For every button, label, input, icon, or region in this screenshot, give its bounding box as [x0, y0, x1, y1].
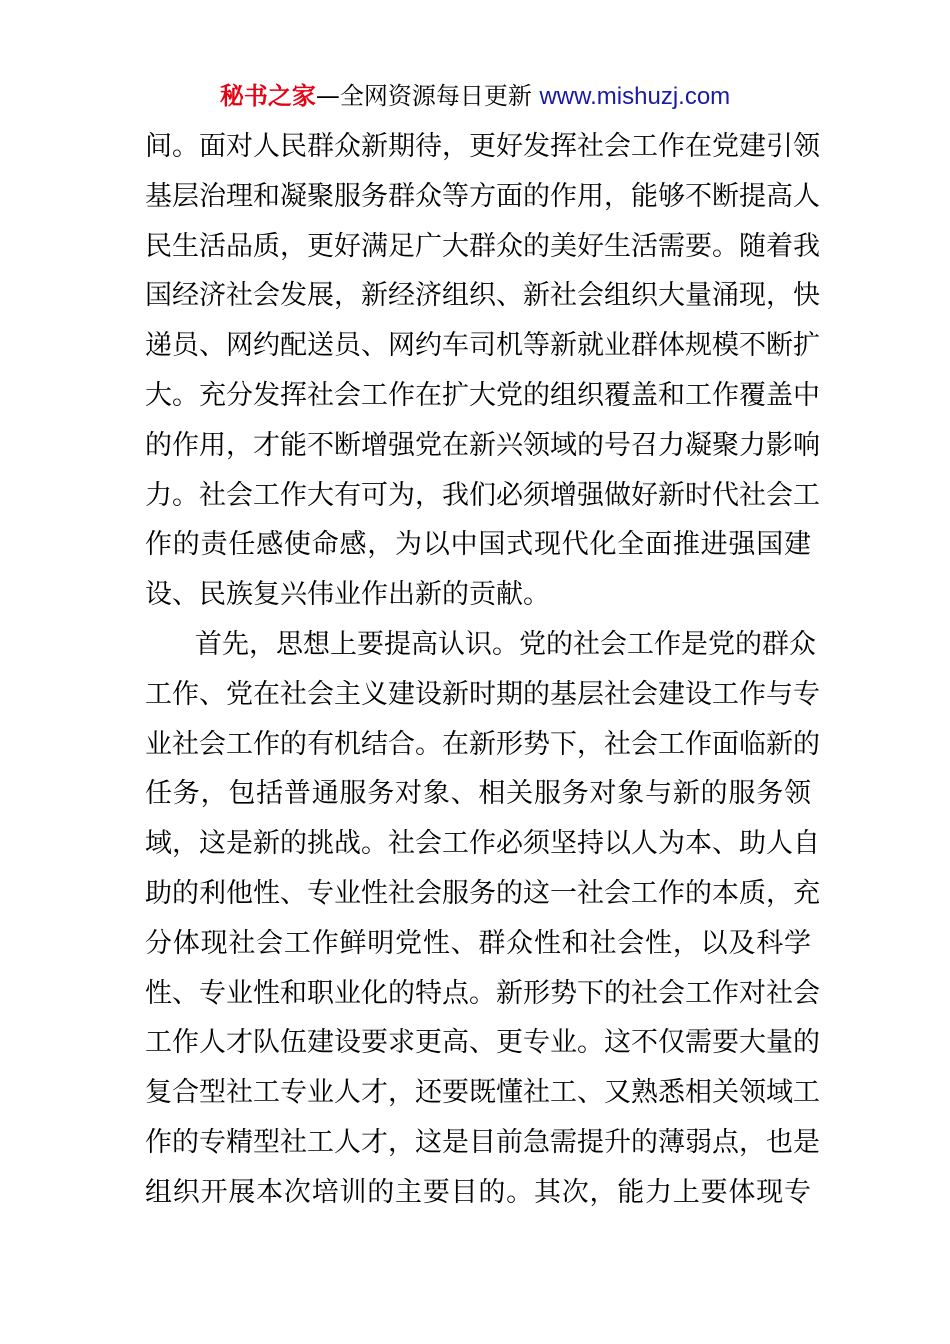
text-line: 复合型社工专业人才，还要既懂社工、又熟悉相关领域工	[145, 1077, 820, 1109]
text-line: 力。社会工作大有可为，我们必须增强做好新时代社会工	[145, 479, 820, 511]
text-line: 国经济社会发展，新经济组织、新社会组织大量涌现，快	[145, 280, 820, 312]
text-line: 任务，包括普通服务对象、相关服务对象与新的服务领	[145, 778, 811, 810]
text-line: 大。充分发挥社会工作在扩大党的组织覆盖和工作覆盖中	[145, 379, 820, 411]
site-tagline: —全网资源每日更新	[315, 82, 540, 110]
text-line: 作的责任感使命感，为以中国式现代化全面推进强国建	[145, 529, 811, 561]
text-line: 工作人才队伍建设要求更高、更专业。这不仅需要大量的	[145, 1027, 820, 1059]
site-header	[0, 80, 950, 113]
text-line: 间。面对人民群众新期待，更好发挥社会工作在党建引领	[145, 131, 820, 162]
text-line: 工作、党在社会主义建设新时期的基层社会建设工作与专	[145, 678, 820, 710]
text-line: 域，这是新的挑战。社会工作必须坚持以人为本、助人自	[145, 828, 820, 860]
text-line: 民生活品质，更好满足广大群众的美好生活需要。随着我	[145, 230, 820, 262]
text-line: 业社会工作的有机结合。在新形势下，社会工作面临新的	[145, 728, 820, 760]
text-line: 助的利他性、专业性社会服务的这一社会工作的本质，充	[145, 877, 820, 909]
paragraph-end-line: 设、民族复兴伟业作出新的贡献。	[145, 579, 550, 611]
text-line: 递员、网约配送员、网约车司机等新就业群体规模不断扩	[145, 330, 820, 362]
text-line: 的作用，才能不断增强党在新兴领域的号召力凝聚力影响	[145, 429, 820, 461]
site-url-link[interactable]: www.mishuzj.com	[539, 83, 731, 110]
text-line: 分体现社会工作鲜明党性、群众性和社会性，以及科学	[145, 927, 811, 959]
text-line: 作的专精型社工人才，这是目前急需提升的薄弱点，也是	[145, 1126, 820, 1158]
document-body	[145, 122, 820, 1218]
text-line: 组织开展本次培训的主要目的。其次，能力上要体现专	[145, 1176, 811, 1208]
paragraph-start-line: 首先，思想上要提高认识。党的社会工作是党的群众	[195, 628, 816, 660]
text-line: 基层治理和凝聚服务群众等方面的作用，能够不断提高人	[145, 180, 820, 212]
text-line: 性、专业性和职业化的特点。新形势下的社会工作对社会	[145, 977, 820, 1009]
site-brand-name: 秘书之家	[219, 82, 316, 110]
